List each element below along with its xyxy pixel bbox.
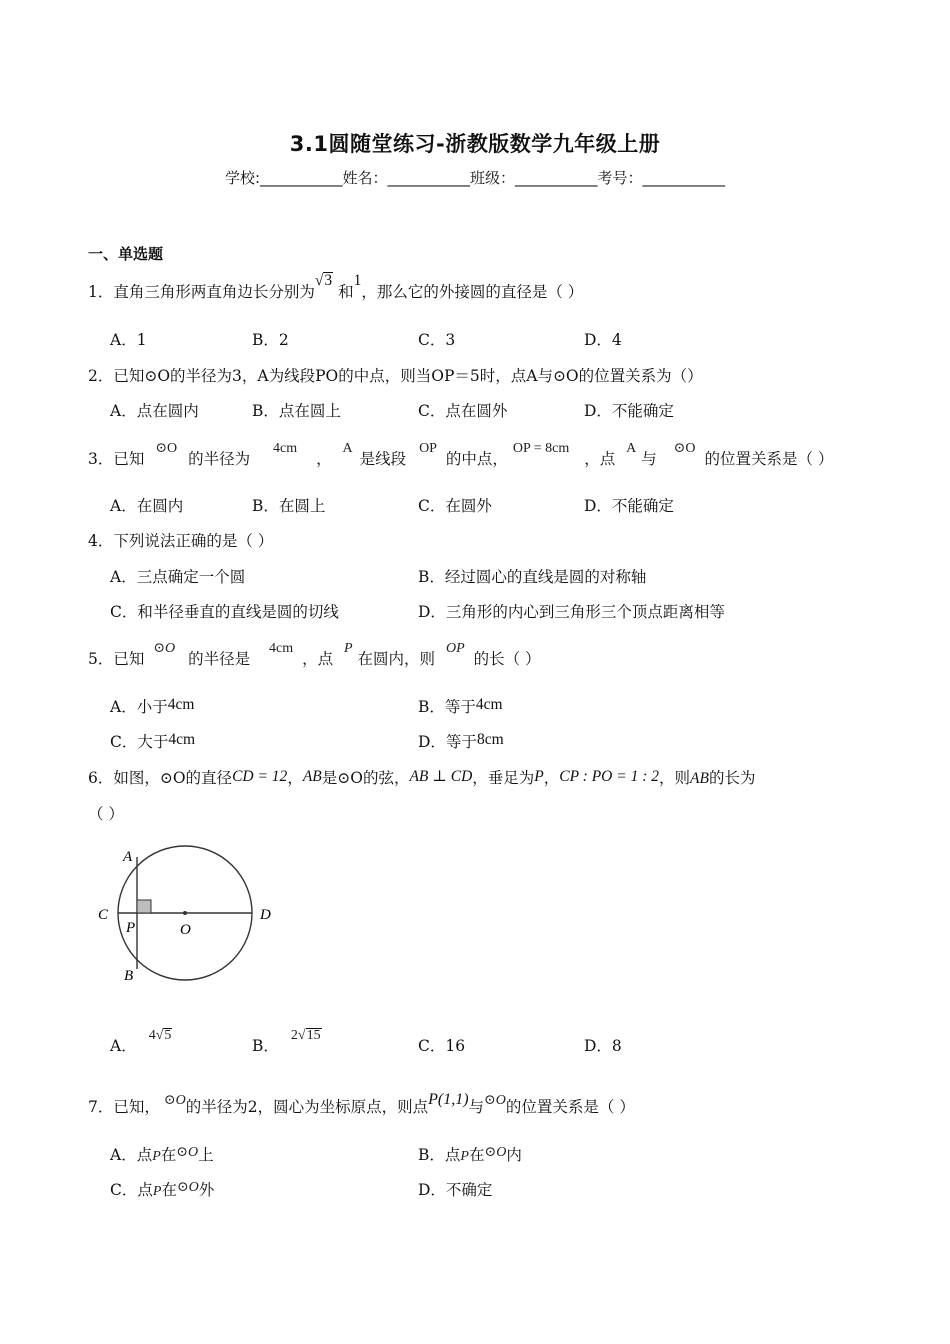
q3-option-b: B．在圆上	[252, 497, 326, 515]
section-heading: 一、单选题	[88, 245, 164, 263]
label-d: D	[260, 907, 271, 923]
q6-option-a: A．4√5	[110, 1028, 172, 1055]
question-5: 5．已知 ⊙O 的半径是 4cm ，点 P 在圆内，则 OP 的长（ ）	[88, 641, 541, 668]
radius-formula: 4cm	[269, 641, 294, 656]
q3-option-d: D．不能确定	[584, 497, 674, 515]
q2-option-a: A．点在圆内	[110, 402, 199, 420]
question-4: 4．下列说法正确的是（ ）	[88, 532, 274, 550]
label-a: A	[123, 849, 133, 865]
point-a-formula: A	[342, 441, 353, 456]
q5-option-d: D．等于8cm	[418, 731, 504, 751]
circle-o-formula: ⊙O	[153, 641, 176, 656]
q4-option-b: B．经过圆心的直线是圆的对称轴	[418, 568, 647, 586]
page-title: 3.1圆随堂练习-浙教版数学九年级上册	[289, 132, 661, 156]
q1-option-c: C．3	[418, 331, 456, 349]
question-6: 6．如图，⊙O的直径CD = 12，AB是⊙O的弦，AB ⊥ CD，垂足为P，CP : PO = 1 : 2，则AB的长为	[88, 768, 756, 787]
op-formula: OP	[446, 641, 465, 656]
q2-option-d: D．不能确定	[584, 402, 674, 420]
label-p: P	[126, 920, 136, 936]
q7-option-a: A．点P在⊙O上	[110, 1145, 214, 1164]
q4-option-c: C．和半径垂直的直线是圆的切线	[110, 603, 339, 621]
q1-text: 直角三角形两直角边长分别为	[113, 283, 315, 301]
q5-option-b: B．等于4cm	[418, 696, 503, 716]
sqrt-formula-b: 2√15	[290, 1028, 321, 1043]
point-a-formula-2: A	[626, 441, 637, 456]
q7-option-b: B．点P在⊙O内	[418, 1145, 522, 1164]
q6-answer-bracket: （ ）	[88, 805, 124, 823]
q7-option-d: D．不确定	[418, 1181, 493, 1199]
question-7: 7．已知， ⊙O的半径为2，圆心为坐标原点，则点P(1,1)与⊙O的位置关系是（ ）	[88, 1091, 635, 1116]
circle-o-formula-2: ⊙O	[484, 1093, 506, 1108]
question-1: 1．直角三角形两直角边长分别为√3 和1，那么它的外接圆的直径是（ ）	[88, 272, 584, 301]
q1-number: 1．	[88, 283, 114, 301]
q4-option-a: A．三点确定一个圆	[110, 568, 246, 586]
op-length-formula: OP = 8cm	[512, 441, 570, 456]
circle-o-formula: ⊙O	[155, 441, 178, 456]
question-2: 2．已知⊙O的半径为3，A为线段PO的中点，则当OP＝5时，点A与⊙O的位置关系为（）	[88, 367, 703, 385]
perpendicular-formula: AB ⊥ CD	[409, 768, 473, 785]
ratio-formula: CP : PO = 1 : 2	[559, 768, 659, 785]
point-p-formula: P	[344, 641, 353, 656]
circle-diagram	[90, 840, 290, 990]
sqrt-3-formula: √3	[314, 272, 333, 289]
q6-option-b: B．2√15	[252, 1028, 321, 1055]
question-3: 3．已知 ⊙O 的半径为 4cm ， A 是线段 OP 的中点， OP = 8cm ，点 A 与 ⊙O 的位置关系是（ ）	[88, 441, 834, 468]
radius-formula: 4cm	[273, 441, 298, 456]
circle-o-formula-2: ⊙O	[673, 441, 696, 456]
q5-option-c: C．大于4cm	[110, 731, 196, 751]
student-info-line: 学校:___________姓名：___________班级：___________考号：___________	[224, 169, 726, 187]
cd-formula: CD = 12	[232, 768, 288, 785]
q1-option-d: D．4	[584, 331, 622, 349]
q3-option-a: A．在圆内	[110, 497, 184, 515]
q2-option-b: B．点在圆上	[252, 402, 341, 420]
q4-option-d: D．三角形的内心到三角形三个顶点距离相等	[418, 603, 725, 621]
label-b: B	[124, 968, 134, 984]
circle-o-formula: ⊙O	[163, 1093, 186, 1108]
point-p-formula: P	[534, 768, 544, 785]
sqrt-formula-a: 4√5	[148, 1028, 172, 1043]
q6-option-c: C．16	[418, 1037, 466, 1055]
q1-option-b: B．2	[252, 331, 289, 349]
q7-option-c: C．点P在⊙O外	[110, 1180, 215, 1199]
q5-option-a: A．小于4cm	[110, 696, 195, 716]
one-formula: 1	[353, 272, 362, 289]
q2-option-c: C．点在圆外	[418, 402, 508, 420]
q3-option-c: C．在圆外	[418, 497, 492, 515]
ab-formula-2: AB	[690, 770, 709, 787]
q6-option-d: D．8	[584, 1037, 622, 1055]
point-p-coord-formula: P(1,1)	[428, 1091, 469, 1108]
center-dot	[183, 911, 187, 915]
label-o: O	[180, 922, 191, 938]
op-formula: OP	[419, 441, 437, 456]
ab-formula: AB	[302, 768, 322, 785]
right-angle-mark	[137, 900, 151, 913]
label-c: C	[98, 907, 109, 923]
q1-option-a: A．1	[110, 331, 147, 349]
